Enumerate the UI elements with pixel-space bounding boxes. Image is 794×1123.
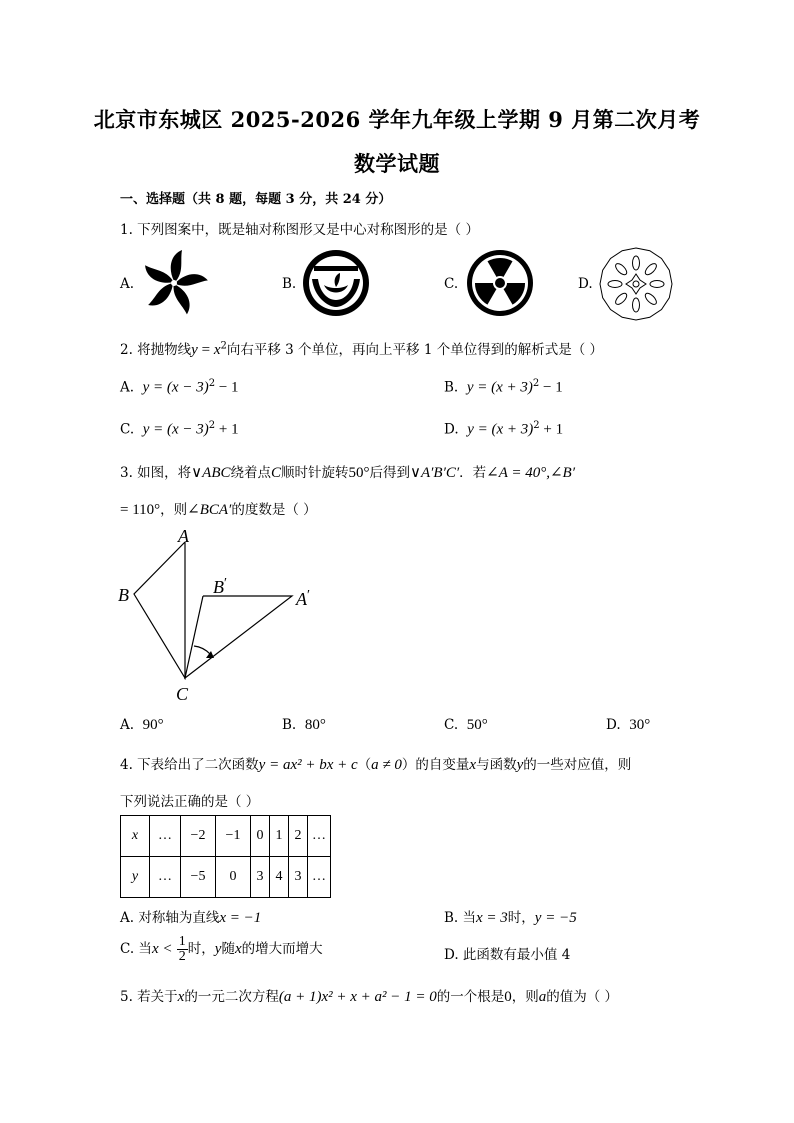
q2-option-a: A. $y = (x - 3)^2 - 1$	[120, 378, 239, 396]
q4-stem-line2: 下列说法正确的是（ ）	[120, 794, 260, 810]
q1-option-c-label: C.	[444, 276, 459, 292]
triangle-a2b2c	[185, 596, 292, 678]
label-c: C	[176, 684, 189, 704]
q4-value-table	[120, 815, 331, 898]
label-b-prime: B′	[213, 576, 228, 597]
circle-leaf-logo-icon	[300, 248, 372, 318]
q4-option-a: A. 对称轴为直线x = −1	[120, 910, 262, 926]
q1-option-d-label: D.	[578, 276, 593, 292]
label-a: A	[178, 526, 189, 546]
label-b: B	[118, 585, 129, 605]
q3-rotation-figure	[110, 522, 330, 708]
q3-stem-line1: 3. 如图，将∨ABC绕着点C顺时针旋转50°后得到∨A′B′C′．若∠A = 40°,∠B′	[120, 465, 575, 481]
q2-option-d: D. $y = (x + 3)^2 + 1$	[444, 420, 564, 438]
triangle-abc	[134, 542, 185, 678]
q1-stem: 1. 下列图案中，既是轴对称图形又是中心对称图形的是（ ）	[120, 222, 479, 238]
page-title: 北京市东城区 2025-2026 学年九年级上学期 9 月第二次月考	[93, 107, 701, 132]
q4-option-d: D. 此函数有最小值 4	[444, 947, 571, 963]
rotation-arc	[194, 646, 210, 654]
fraction-one-half: $\frac{1}{2}$	[178, 934, 186, 964]
q2-option-c: C. $y = (x - 3)^2 + 1$	[120, 420, 239, 438]
radiation-symbol-icon	[464, 248, 536, 318]
q3-option-b: B. 80°	[282, 717, 326, 733]
q4-option-c: C. 当x < $\frac{1}{2}$ 时，y随x的增大而增大	[120, 934, 323, 964]
q3-stem-line2: = 110°，则∠BCA′的度数是（ ）	[120, 502, 317, 518]
flower-five-petal-icon	[138, 248, 210, 318]
q3-option-c: C. 50°	[444, 717, 488, 733]
q2-option-b: B. $y = (x + 3)^2 - 1$	[444, 378, 563, 396]
table-row: y … −5 0 3 4 3 …	[121, 857, 331, 898]
page-subtitle: 数学试题	[354, 151, 440, 176]
q5-stem: 5. 若关于x的一元二次方程(a + 1)x² + x + a² − 1 = 0的一个根是0，则a的值为（ ）	[120, 989, 619, 1005]
q1-option-a-label: A.	[120, 276, 135, 292]
q4-option-b: B. 当x = 3时，y = −5	[444, 910, 577, 926]
q4-stem-line1: 4. 下表给出了二次函数y = ax² + bx + c（a ≠ 0）的自变量x与函数y的一些对应值，则	[120, 757, 632, 773]
q1-option-b-label: B.	[282, 276, 297, 292]
q3-option-d: D. 30°	[606, 717, 651, 733]
section-header: 一、选择题（共 8 题，每题 3 分，共 24 分）	[120, 192, 392, 207]
table-row: x … −2 −1 0 1 2 …	[121, 816, 331, 857]
octagonal-ornament-icon	[598, 246, 674, 322]
q2-stem: 2. 将抛物线$y = x^2$向右平移 3 个单位，再向上平移 1 个单位得到的解析式是（ ）	[120, 340, 603, 358]
q3-option-a: A. 90°	[120, 717, 164, 733]
label-a-prime: A′	[296, 588, 311, 609]
